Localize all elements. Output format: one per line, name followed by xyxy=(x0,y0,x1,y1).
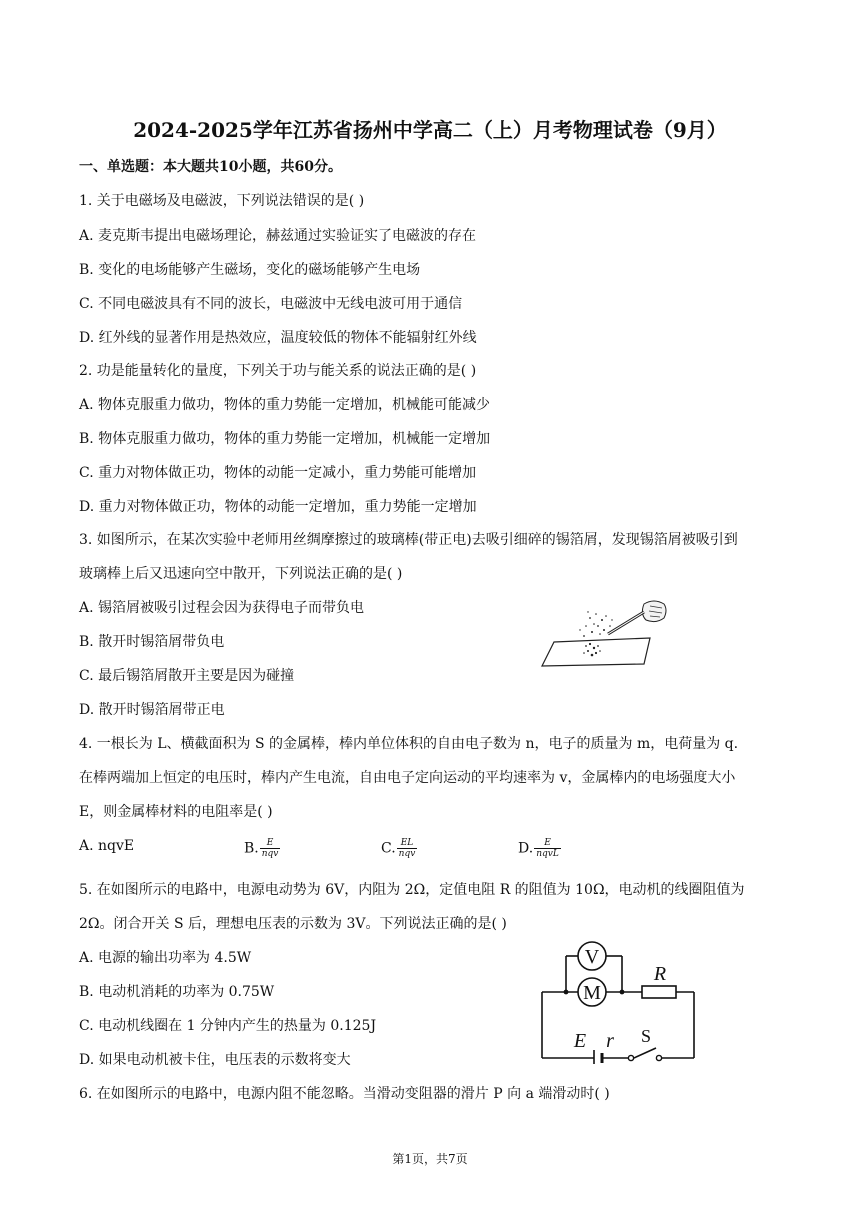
page-footer: 第1页，共7页 xyxy=(392,1152,468,1166)
circuit-diagram-figure xyxy=(530,930,706,1064)
fraction-denominator: nqv xyxy=(398,849,416,859)
text-line: D. 重力对物体做正功，物体的动能一定增加，重力势能一定增加 xyxy=(79,499,477,515)
text-line: 4. 一根长为 L、横截面积为 S 的金属棒，棒内单位体积的自由电子数为 n，电子的质量为 m，电荷量为 q. xyxy=(79,736,739,752)
text-line: A. 麦克斯韦提出电磁场理论，赫兹通过实验证实了电磁波的存在 xyxy=(79,228,477,244)
text-line: C. 最后锡箔屑散开主要是因为碰撞 xyxy=(79,668,295,684)
q4-option-d xyxy=(518,838,561,859)
text-line: B. 电动机消耗的功率为 0.75W xyxy=(79,984,275,1000)
fraction-numerator: EL xyxy=(397,838,418,849)
text-line: 2Ω。闭合开关 S 后，理想电压表的示数为 3V。下列说法正确的是( ) xyxy=(79,916,507,932)
text-line: D. 散开时锡箔屑带正电 xyxy=(79,702,225,718)
text-line: A. 锡箔屑被吸引过程会因为获得电子而带负电 xyxy=(79,600,365,616)
q4-option-b-label: B. xyxy=(244,840,259,857)
text-line: 6. 在如图所示的电路中，电源内阻不能忽略。当滑动变阻器的滑片 P 向 a 端滑动时( ) xyxy=(79,1086,610,1102)
text-line: E，则金属棒材料的电阻率是( ) xyxy=(79,804,273,820)
text-line: C. 电动机线圈在 1 分钟内产生的热量为 0.125J xyxy=(79,1018,377,1034)
q4-option-b-fraction xyxy=(260,838,281,859)
text-line: A. 物体克服重力做功，物体的重力势能一定增加，机械能可能减少 xyxy=(79,397,491,413)
q4-option-c-fraction xyxy=(397,838,418,859)
text-line: 1. 关于电磁场及电磁波，下列说法错误的是( ) xyxy=(79,193,365,209)
internal-resistance-label: r xyxy=(606,1030,614,1052)
fraction-numerator: E xyxy=(534,838,561,849)
q4-option-c-label: C. xyxy=(381,840,396,857)
voltmeter-label: V xyxy=(584,946,600,968)
text-line: D. 如果电动机被卡住，电压表的示数将变大 xyxy=(79,1052,351,1068)
motor-label: M xyxy=(583,982,601,1004)
text-line: 3. 如图所示，在某次实验中老师用丝绸摩擦过的玻璃棒(带正电)去吸引细碎的锡箔屑，发现锡箔屑被吸引到 xyxy=(79,532,738,548)
switch-label: S xyxy=(640,1026,652,1046)
q4-option-d-label: D. xyxy=(518,840,534,857)
resistor-label: R xyxy=(653,963,667,985)
fraction-denominator: nqvL xyxy=(536,849,559,859)
fraction-denominator: nqv xyxy=(261,849,279,859)
text-line: 在棒两端加上恒定的电压时，棒内产生电流，自由电子定向运动的平均速率为 v，金属棒内的电场强度大小 xyxy=(79,770,736,786)
q4-option-c xyxy=(381,838,417,859)
emf-label: E xyxy=(573,1030,587,1052)
text-line: B. 散开时锡箔屑带负电 xyxy=(79,634,225,650)
text-line: 2. 功是能量转化的量度，下列关于功与能关系的说法正确的是( ) xyxy=(79,363,477,379)
text-line: B. 变化的电场能够产生磁场，变化的磁场能够产生电场 xyxy=(79,262,421,278)
q4-option-b xyxy=(244,838,280,859)
section-header: 一、单选题：本大题共10小题，共60分。 xyxy=(79,159,342,175)
q4-option-d-fraction xyxy=(534,838,561,859)
page-title: 2024-2025学年江苏省扬州中学高二（上）月考物理试卷（9月） xyxy=(133,118,727,142)
text-line: 玻璃棒上后又迅速向空中散开，下列说法正确的是( ) xyxy=(79,566,403,582)
glass-rod-tinfoil-figure xyxy=(540,596,670,674)
text-line: 5. 在如图所示的电路中，电源电动势为 6V，内阻为 2Ω，定值电阻 R 的阻值为 10Ω，电动机的线圈阻值为 xyxy=(79,882,745,898)
text-line: C. 重力对物体做正功，物体的动能一定减小，重力势能可能增加 xyxy=(79,465,477,481)
q4-option-a: A. nqvE xyxy=(79,838,135,854)
text-line: A. 电源的输出功率为 4.5W xyxy=(79,950,252,966)
fraction-numerator: E xyxy=(260,838,281,849)
text-line: B. 物体克服重力做功，物体的重力势能一定增加，机械能一定增加 xyxy=(79,431,491,447)
text-line: D. 红外线的显著作用是热效应，温度较低的物体不能辐射红外线 xyxy=(79,330,477,346)
text-line: C. 不同电磁波具有不同的波长，电磁波中无线电波可用于通信 xyxy=(79,296,463,312)
